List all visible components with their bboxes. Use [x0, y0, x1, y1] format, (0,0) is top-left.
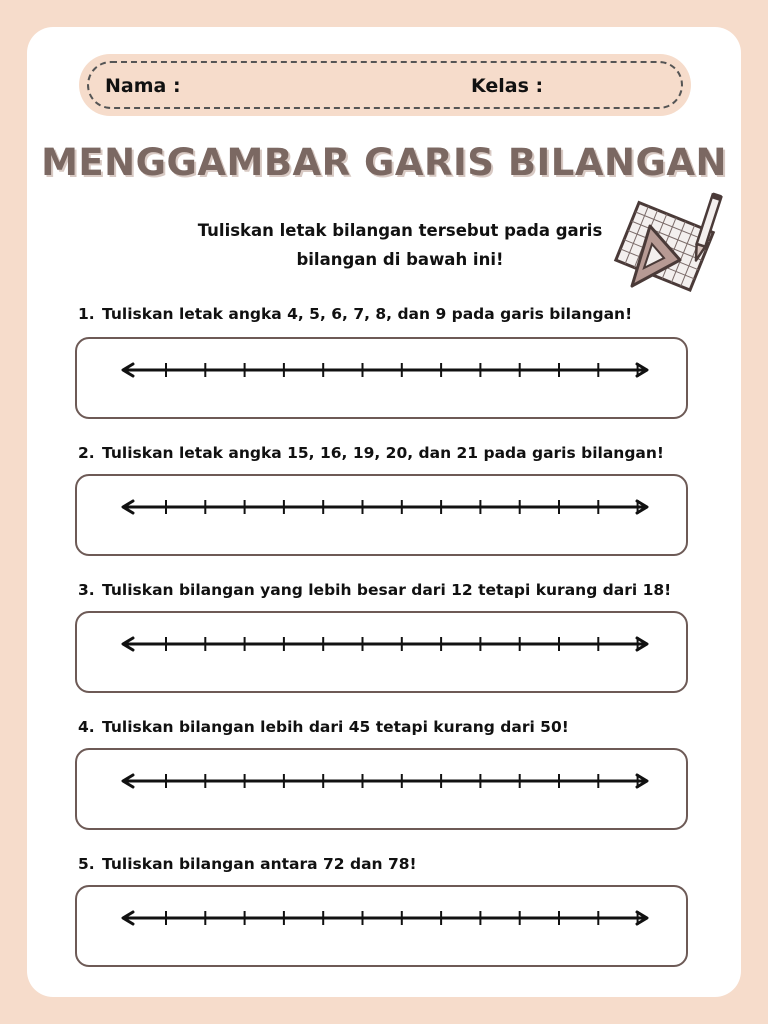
class-label: Kelas :: [471, 75, 544, 97]
question-3: [78, 581, 671, 599]
question-number: 2.: [78, 444, 95, 462]
number-line-1[interactable]: [77, 339, 690, 421]
number-line-3[interactable]: [77, 613, 690, 695]
name-label: Nama :: [105, 75, 181, 97]
number-line-5[interactable]: [77, 887, 690, 969]
question-4: [78, 718, 569, 736]
instruction-text: [140, 216, 660, 274]
page-title: MENGGAMBAR GARIS BILANGAN: [41, 141, 727, 184]
question-number: 3.: [78, 581, 95, 599]
question-text: Tuliskan letak angka 4, 5, 6, 7, 8, dan 9 pada garis bilangan!: [102, 305, 633, 323]
answer-box-2[interactable]: [75, 474, 688, 556]
answer-box-4[interactable]: [75, 748, 688, 830]
ruler-grid-pencil-icon: [602, 188, 730, 300]
question-number: 4.: [78, 718, 95, 736]
question-text: Tuliskan letak angka 15, 16, 19, 20, dan 21 pada garis bilangan!: [102, 444, 664, 462]
question-1: [78, 305, 632, 323]
answer-box-3[interactable]: [75, 611, 688, 693]
number-line-2[interactable]: [77, 476, 690, 558]
question-number: 1.: [78, 305, 95, 323]
instruction-line-1: Tuliskan letak bilangan tersebut pada garis: [197, 221, 603, 240]
question-number: 5.: [78, 855, 95, 873]
question-text: Tuliskan bilangan antara 72 dan 78!: [102, 855, 417, 873]
instruction-line-2: bilangan di bawah ini!: [296, 250, 504, 269]
number-line-4[interactable]: [77, 750, 690, 832]
answer-box-5[interactable]: [75, 885, 688, 967]
dashed-border: [87, 61, 683, 109]
question-text: Tuliskan bilangan yang lebih besar dari 12 tetapi kurang dari 18!: [102, 581, 672, 599]
name-class-header: [79, 54, 691, 116]
answer-box-1[interactable]: [75, 337, 688, 419]
question-text: Tuliskan bilangan lebih dari 45 tetapi kurang dari 50!: [102, 718, 569, 736]
question-2: [78, 444, 664, 462]
question-5: [78, 855, 417, 873]
